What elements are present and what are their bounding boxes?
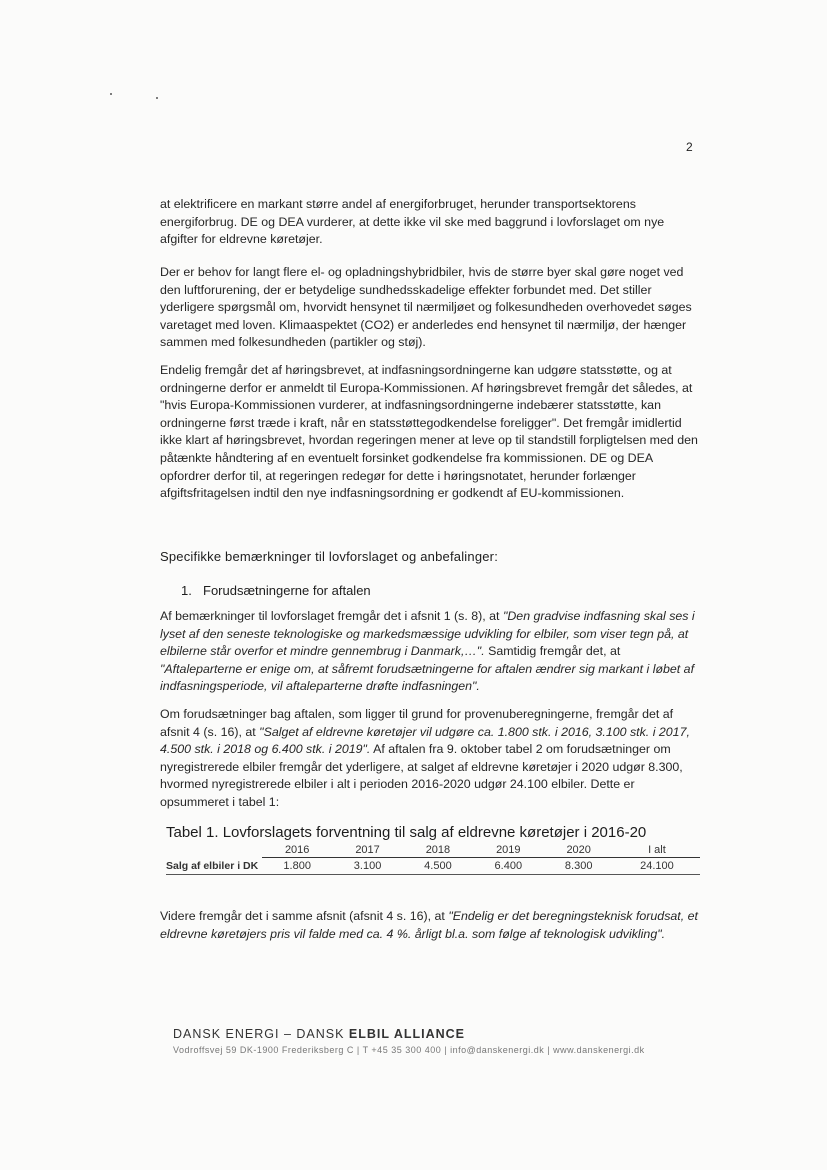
paragraph-revenue-assumptions [160, 706, 698, 812]
quote-span: "Aftaleparterne er enige om, at såfremt forudsætningerne for aftalen ændrer sig markant i løbet af indfasningsperiode, vil aftaleparterne drøfte indfasningen". [160, 661, 695, 694]
brand-dansk: DANSK [296, 1027, 349, 1041]
paragraph-electrification [160, 196, 698, 249]
footer-address: Vodroffsvej 59 DK-1900 Frederiksberg C | T +45 35 300 400 | info@danskenergi.dk | www.danskenergi.dk [173, 1045, 645, 1055]
section-heading: Specifikke bemærkninger til lovforslaget og anbefalinger: [160, 549, 499, 564]
table-cell: 4.500 [403, 858, 473, 875]
scan-speck [110, 93, 112, 95]
table-header-cell [166, 842, 262, 858]
table-header-row [166, 842, 700, 858]
text-span: Af bemærkninger til lovforslaget fremgår det i afsnit 1 (s. 8), at [160, 609, 503, 623]
footer-brand [173, 1027, 465, 1041]
table-cell: 3.100 [332, 858, 402, 875]
table-header-cell: I alt [614, 842, 700, 858]
subsection-title: Forudsætningerne for aftalen [203, 583, 371, 598]
quote-span: "Endelig er det beregningsteknisk forudsat, et eldrevne køretøjers pris vil falde med ca. 4 %. årligt bl.a. som følge af teknologisk udvikling". [160, 909, 698, 941]
paragraph-text: Der er behov for langt flere el- og opladningshybridbiler, hvis de større byer skal gøre noget ved den luftforurening, der er betydelige sundhedsskadelige effekter forbundet med. Det stiller yderligere spørgsmål om, hvorvidt hensynet til nærmiljøet og folkesundheden overhovedet søges varetaget med loven. Klimaaspektet (CO2) er anderledes end hensynet til nærmiljø, der hænger sammen med folkesundheden (partikler og støj). [160, 265, 692, 350]
table-header-cell: 2018 [403, 842, 473, 858]
paragraph-state-aid [160, 362, 698, 503]
text-span: Af aftalen fra 9. oktober tabel 2 om forudsætninger om nyregistrerede elbiler fremgår det yderligere, at salget af eldrevne køretøjer i 2020 udgør 8.300, hvormed nyregistrerede elbiler i alt i perioden 2016-2020 udgør 24.100 elbiler. Dette er opsummeret i tabel 1: [160, 742, 683, 809]
table-header-cell: 2020 [544, 842, 614, 858]
table-cell: 6.400 [473, 858, 543, 875]
sales-table [166, 842, 700, 875]
table-header-cell: 2016 [262, 842, 332, 858]
text-span: Videre fremgår det i samme afsnit (afsnit 4 s. 16), at [160, 909, 449, 923]
text-span: Om forudsætninger bag aftalen, som ligger til grund for provenuberegningerne, fremgår det af afsnit 4 (s. 16), at [160, 707, 674, 739]
table-cell: 1.800 [262, 858, 332, 875]
table-header-cell: 2019 [473, 842, 543, 858]
paragraph-price-assumption [160, 908, 698, 943]
table-cell: 8.300 [544, 858, 614, 875]
paragraph-text: Endelig fremgår det af høringsbrevet, at indfasningsordningerne kan udgøre statsstøtte, og at ordningerne derfor er anmeldt til Europa-Kommissionen. Af høringsbrevet fremgår det således, at "hvis Europa-Kommissionen vurderer, at indfasningsordningerne indebærer statsstøtte, kan ordningerne først træde i kraft, når en statsstøttegodkendelse foreligger". Det fremgår imidlertid ikke klart af høringsbrevet, hvordan regeringen mener at leve op til standstill forpligtelsen med den påtænkte håndtering af en eventuelt forsinket godkendelse fra kommissionen. DE og DEA opfordrer derfor til, at regeringen redegør for dette i høringsnotatet, herunder forlænger afgiftsfritagelsen indtil den nye indfasningsordning er godkendt af EU-kommissionen. [160, 363, 698, 501]
table-title: Tabel 1. Lovforslagets forventning til salg af eldrevne køretøjer i 2016-20 [166, 824, 647, 841]
page-number: 2 [686, 140, 693, 154]
brand-separator: – [279, 1027, 297, 1041]
brand-elbil-alliance: ELBIL ALLIANCE [348, 1027, 466, 1041]
subsection-number: 1. [181, 583, 192, 598]
paragraph-text: at elektrificere en markant større andel af energiforbruget, herunder transportsektorens energiforbrug. DE og DEA vurderer, at dette ikke vil ske med baggrund i lovforslaget om nye afgifter for eldrevne køretøjer. [160, 197, 665, 247]
text-span: Samtidig fremgår det, at [484, 644, 621, 659]
subsection-heading [181, 583, 371, 598]
table-header-cell: 2017 [332, 842, 402, 858]
table-cell: 24.100 [614, 858, 700, 875]
row-label: Salg af elbiler i DK [166, 858, 262, 875]
brand-dansk-energi: DANSK ENERGI [173, 1027, 280, 1041]
paragraph-assumptions [160, 608, 698, 696]
quote-span: "Den gradvise indfasning skal ses i lyset af den seneste teknologiske og markedsmæssige udvikling for elbiler, som viser tegn på, at elbilerne står overfor et mindre gennembrug i Danmark,…". [160, 609, 695, 659]
quote-span: "Salget af eldrevne køretøjer vil udgøre ca. 1.800 stk. i 2016, 3.100 stk. i 2017, 4.500 stk. i 2018 og 6.400 stk. i 2019". [160, 724, 690, 757]
table-row [166, 858, 700, 875]
paragraph-air-pollution [160, 264, 698, 352]
scan-speck [156, 97, 158, 99]
